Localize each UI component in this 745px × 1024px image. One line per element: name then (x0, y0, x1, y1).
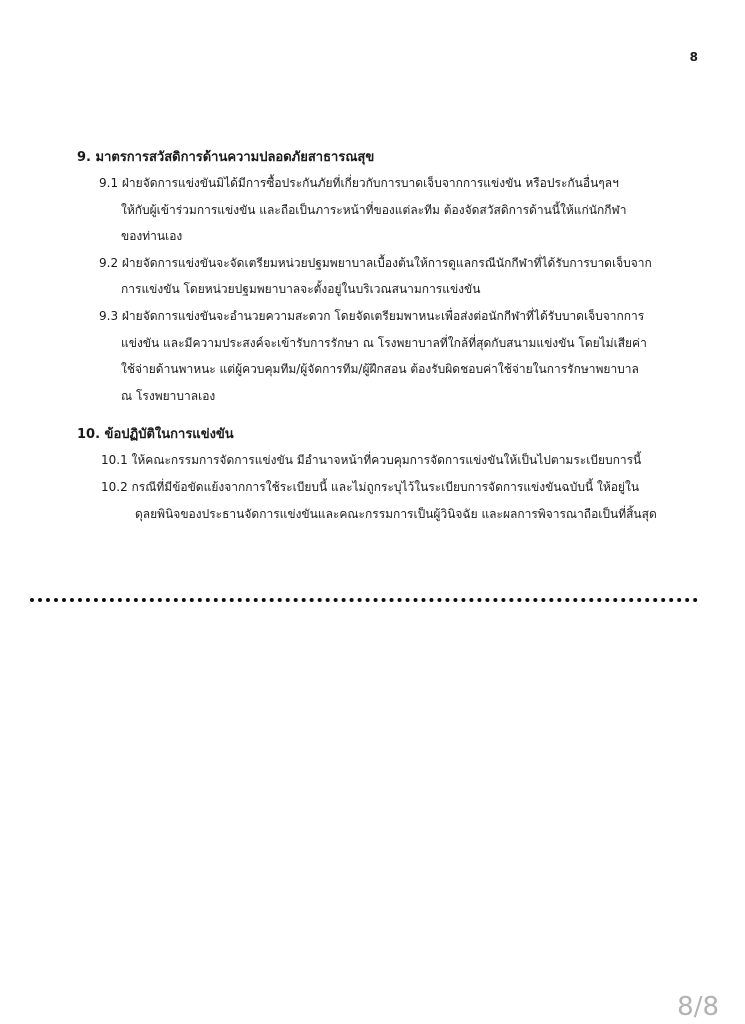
clause-line: 9.1 ฝ่ายจัดการแข่งขันมิได้มีการซื้อประกันภัยที่เกี่ยวกับการบาดเจ็บจากการแข่งขัน หรือประกันอื่นๆลฯ (99, 176, 619, 190)
clause-line: ของท่านเอง (121, 229, 183, 244)
clause-line: แข่งขัน และมีความประสงค์จะเข้ารับการรักษา ณ โรงพยาบาลที่ใกล้ที่สุดกับสนามแข่งขัน โดยไม่เสียค่า (121, 335, 647, 350)
page-number: 8 (689, 50, 698, 64)
clause-line: ณ โรงพยาบาลเอง (121, 388, 216, 403)
clause-9-1 (77, 170, 707, 250)
clause-10-2 (77, 474, 707, 527)
dotted-divider (30, 598, 698, 602)
section-heading: 10. ข้อปฏิบัติในการแข่งขัน (77, 427, 234, 443)
section-safety-welfare (77, 146, 707, 409)
clause-line: ดุลยพินิจของประธานจัดการแข่งขันและคณะกรรมการเป็นผู้วินิจฉัย และผลการพิจารณาถือเป็นที่สิ้นสุด (135, 506, 657, 521)
clause-line: ให้กับผู้เข้าร่วมการแข่งขัน และถือเป็นภาระหน้าที่ของแต่ละทีม ต้องจัดสวัสดิการด้านนี้ให้แก่นักกีฬา (121, 202, 627, 217)
document-body (77, 146, 707, 527)
clause-line: ใช้จ่ายด้านพาหนะ แต่ผู้ควบคุมทีม/ผู้จัดการทีม/ผู้ฝึกสอน ต้องรับผิดชอบค่าใช้จ่ายในการรักษาพยาบาล (121, 362, 639, 377)
clause-10-1 (77, 447, 707, 474)
clause-line: 10.1 ให้คณะกรรมการจัดการแข่งขัน มีอำนาจหน้าที่ควบคุมการจัดการแข่งขันให้เป็นไปตามระเบียบการนี้ (101, 453, 642, 468)
clause-9-3 (77, 303, 707, 409)
viewer-page-indicator: 8/8 (677, 992, 719, 1022)
section-competition-rules (77, 423, 707, 527)
clause-9-2 (77, 250, 707, 303)
clause-line: 9.3 ฝ่ายจัดการแข่งขันจะอำนวยความสะดวก โดยจัดเตรียมพาหนะเพื่อส่งต่อนักกีฬาที่ได้รับบาดเจ็บจากการ (99, 308, 645, 323)
section-heading: 9. มาตรการสวัสดิการด้านความปลอดภัยสาธารณสุข (77, 150, 375, 165)
clause-line: 10.2 กรณีที่มีข้อขัดแย้งจากการใช้ระเบียบนี้ และไม่ถูกระบุไว้ในระเบียบการจัดการแข่งขันฉบับนี้ ให้อยู่ใน (101, 479, 640, 494)
clause-line: การแข่งขัน โดยหน่วยปฐมพยาบาลจะตั้งอยู่ในบริเวณสนามการแข่งขัน (121, 282, 481, 297)
clause-line: 9.2 ฝ่ายจัดการแข่งขันจะจัดเตรียมหน่วยปฐมพยาบาลเบื้องต้นให้การดูแลกรณีนักกีฬาที่ได้รับการบาดเจ็บจาก (99, 255, 652, 270)
